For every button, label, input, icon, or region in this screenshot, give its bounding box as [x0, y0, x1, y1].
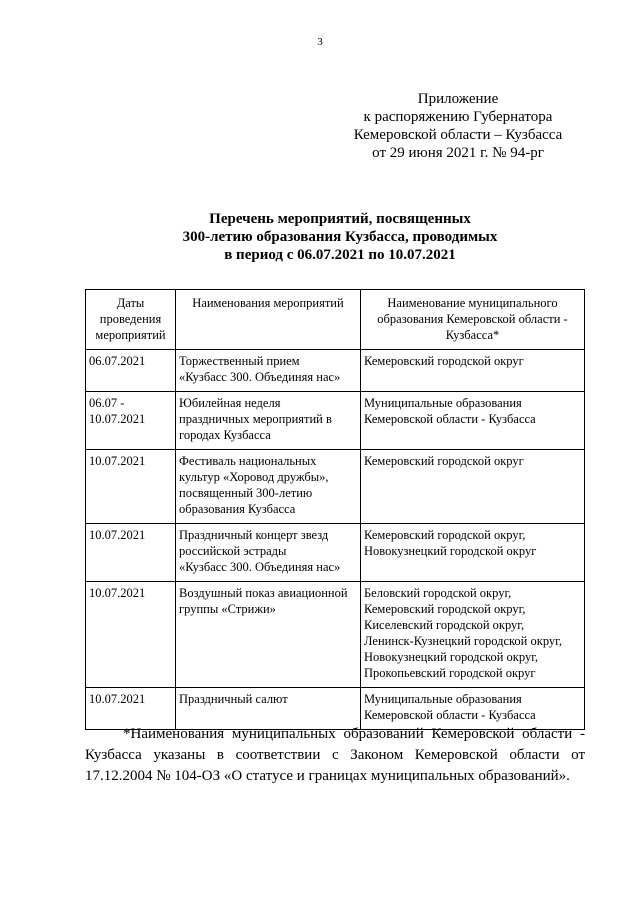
cell-line: Воздушный показ авиационной	[179, 586, 348, 600]
cell-date	[86, 450, 176, 524]
header-line: Кузбасса*	[445, 328, 500, 342]
table-row	[86, 350, 585, 392]
cell-name	[176, 350, 361, 392]
table-row	[86, 582, 585, 688]
cell-date	[86, 392, 176, 450]
cell-line: Новокузнецкий городской округ,	[364, 650, 539, 664]
cell-line: 10.07.2021	[89, 412, 146, 426]
cell-name	[176, 450, 361, 524]
table-row	[86, 392, 585, 450]
cell-municipality	[361, 450, 585, 524]
cell-line: Муниципальные образования	[364, 692, 522, 706]
cell-line: Праздничный концерт звезд	[179, 528, 329, 542]
events-table	[85, 289, 585, 730]
cell-line: 10.07.2021	[89, 528, 146, 542]
table-row	[86, 524, 585, 582]
cell-line: Беловский городской округ,	[364, 586, 512, 600]
cell-line: 10.07.2021	[89, 586, 146, 600]
header-municipality	[361, 290, 585, 350]
cell-line: Кемеровский городской округ,	[364, 602, 526, 616]
cell-date	[86, 350, 176, 392]
header-line: Наименования мероприятий	[192, 296, 344, 310]
title-line: в период с 06.07.2021 по 10.07.2021	[224, 247, 456, 263]
header-line: Наименование муниципального	[387, 296, 558, 310]
appendix-line: от 29 июня 2021 г. № 94-рг	[372, 145, 544, 161]
cell-line: праздничных мероприятий в	[179, 412, 332, 426]
cell-line: Киселевский городской округ,	[364, 618, 525, 632]
cell-municipality	[361, 582, 585, 688]
header-date	[86, 290, 176, 350]
title-line: 300-летию образования Кузбасса, проводимых	[182, 229, 498, 245]
cell-line: «Кузбасс 300. Объединяя нас»	[179, 560, 341, 574]
title-line: Перечень мероприятий, посвященных	[209, 211, 471, 227]
table-row	[86, 450, 585, 524]
appendix-line: к распоряжению Губернатора	[363, 109, 553, 125]
cell-municipality	[361, 392, 585, 450]
cell-name	[176, 392, 361, 450]
cell-municipality	[361, 350, 585, 392]
cell-line: Торжественный прием	[179, 354, 300, 368]
appendix-line: Кемеровской области – Кузбасса	[353, 127, 563, 143]
cell-line: группы «Стрижи»	[179, 602, 276, 616]
cell-line: Кемеровской области - Кузбасса	[364, 708, 536, 722]
cell-line: Новокузнецкий городской округ	[364, 544, 537, 558]
header-line: образования Кемеровской области -	[377, 312, 568, 326]
header-name	[176, 290, 361, 350]
cell-line: посвященный 300-летию	[179, 486, 313, 500]
cell-line: Муниципальные образования	[364, 396, 522, 410]
cell-line: 06.07.2021	[89, 354, 146, 368]
header-line: мероприятий	[95, 328, 166, 342]
appendix-block	[330, 90, 586, 162]
header-line: Даты	[116, 296, 145, 310]
cell-line: Кемеровский городской округ	[364, 354, 524, 368]
cell-line: Юбилейная неделя	[179, 396, 281, 410]
cell-line: Кемеровской области - Кузбасса	[364, 412, 536, 426]
appendix-line: Приложение	[417, 91, 499, 107]
cell-name	[176, 582, 361, 688]
cell-line: «Кузбасс 300. Объединяя нас»	[179, 370, 341, 384]
cell-line: городах Кузбасса	[179, 428, 271, 442]
cell-line: 10.07.2021	[89, 692, 146, 706]
table-header-row	[86, 290, 585, 350]
header-line: проведения	[99, 312, 162, 326]
cell-line: российской эстрады	[179, 544, 287, 558]
cell-line: культур «Хоровод дружбы»,	[179, 470, 329, 484]
cell-line: Прокопьевский городской округ	[364, 666, 536, 680]
cell-line: Праздничный салют	[179, 692, 288, 706]
document-title	[100, 210, 580, 264]
cell-line: Ленинск-Кузнецкий городской округ,	[364, 634, 562, 648]
cell-line: Фестиваль национальных	[179, 454, 317, 468]
cell-municipality	[361, 524, 585, 582]
cell-line: Кемеровский городской округ,	[364, 528, 526, 542]
cell-line: Кемеровский городской округ	[364, 454, 524, 468]
cell-line: 06.07 -	[89, 396, 125, 410]
cell-line: образования Кузбасса	[179, 502, 296, 516]
footnote: *Наименования муниципальных образований Кемеровской области - Кузбасса указаны в соответствии с Законом Кемеровской области от 17.12.2004 № 104-ОЗ «О статусе и границах муниципальных образований».	[85, 726, 585, 784]
cell-date	[86, 524, 176, 582]
cell-line: 10.07.2021	[89, 454, 146, 468]
cell-date	[86, 582, 176, 688]
cell-name	[176, 524, 361, 582]
page-number: 3	[317, 36, 323, 48]
